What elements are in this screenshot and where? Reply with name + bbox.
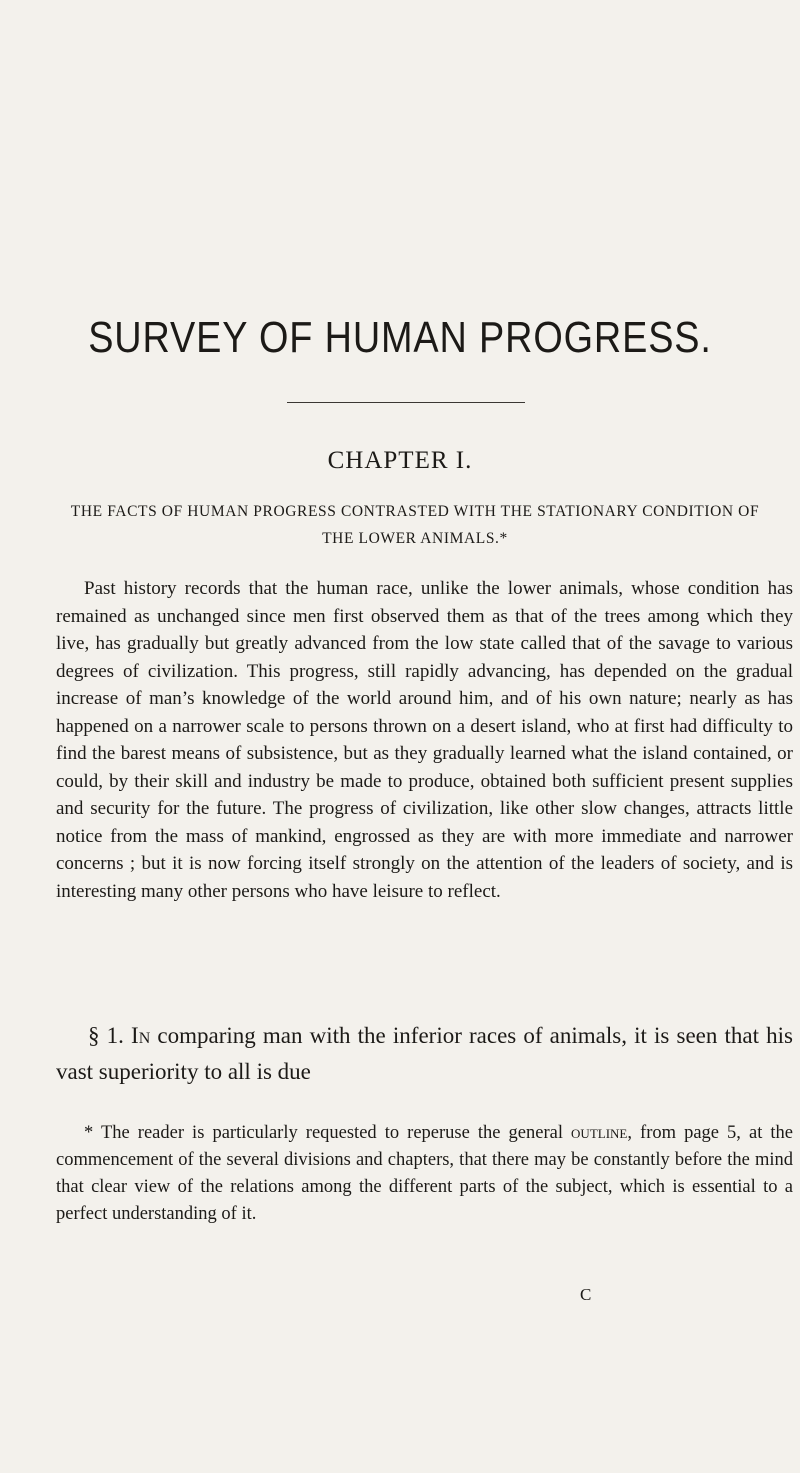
signature-mark: C: [580, 1285, 592, 1304]
footnote: [56, 1120, 793, 1228]
footnote-text-before: * The reader is particularly requested to reperuse the general: [84, 1123, 563, 1143]
footnote-text-after: , from page 5, at the commencement of the several divisions and chapters, that there may be constantly before the mind that clear view of the relations among the different parts of the subject, which is essential to a perfect understanding of it.: [56, 1123, 794, 1224]
section-text: comparing man with the inferior races of animals, it is seen that his vast superiority to all is due: [56, 1023, 793, 1084]
section-paragraph: [56, 1018, 793, 1090]
body-paragraph: Past history records that the human race, unlike the lower animals, whose condition has remained as unchanged since men first observed them as that of the trees among which they live, has gradually but greatly advanced from the low state called that of the savage to various degrees of civilization. This progress, still rapidly advancing, has depended on the gradual increase of man’s knowledge of the world around him, and of his own nature; nearly as has happened on a narrower scale to persons thrown on a desert island, who at first had difficulty to find the barest means of subsistence, but as they gradually learned what the island contained, or could, by their skill and industry be made to produce, obtained both sufficient present supplies and security for the future. The progress of civilization, like other slow changes, attracts little notice from the mass of mankind, engrossed as they are with more immediate and narrower concerns ; but it is now forcing itself strongly on the attention of the leaders of society, and is interesting many other persons who have leisure to reflect.: [56, 578, 793, 902]
section-mark: § 1.: [88, 1023, 124, 1048]
title-divider: [287, 402, 525, 403]
chapter-subtitle: THE FACTS OF HUMAN PROGRESS CONTRASTED WITH THE STATIONARY CONDITION OF THE LOWER ANIMALS.*: [70, 503, 760, 547]
section-lead-word: In: [131, 1023, 151, 1048]
chapter-heading: CHAPTER I.: [327, 447, 473, 474]
book-title: SURVEY OF HUMAN PROGRESS.: [88, 313, 712, 362]
footnote-smallcaps-word: outline: [571, 1123, 628, 1143]
